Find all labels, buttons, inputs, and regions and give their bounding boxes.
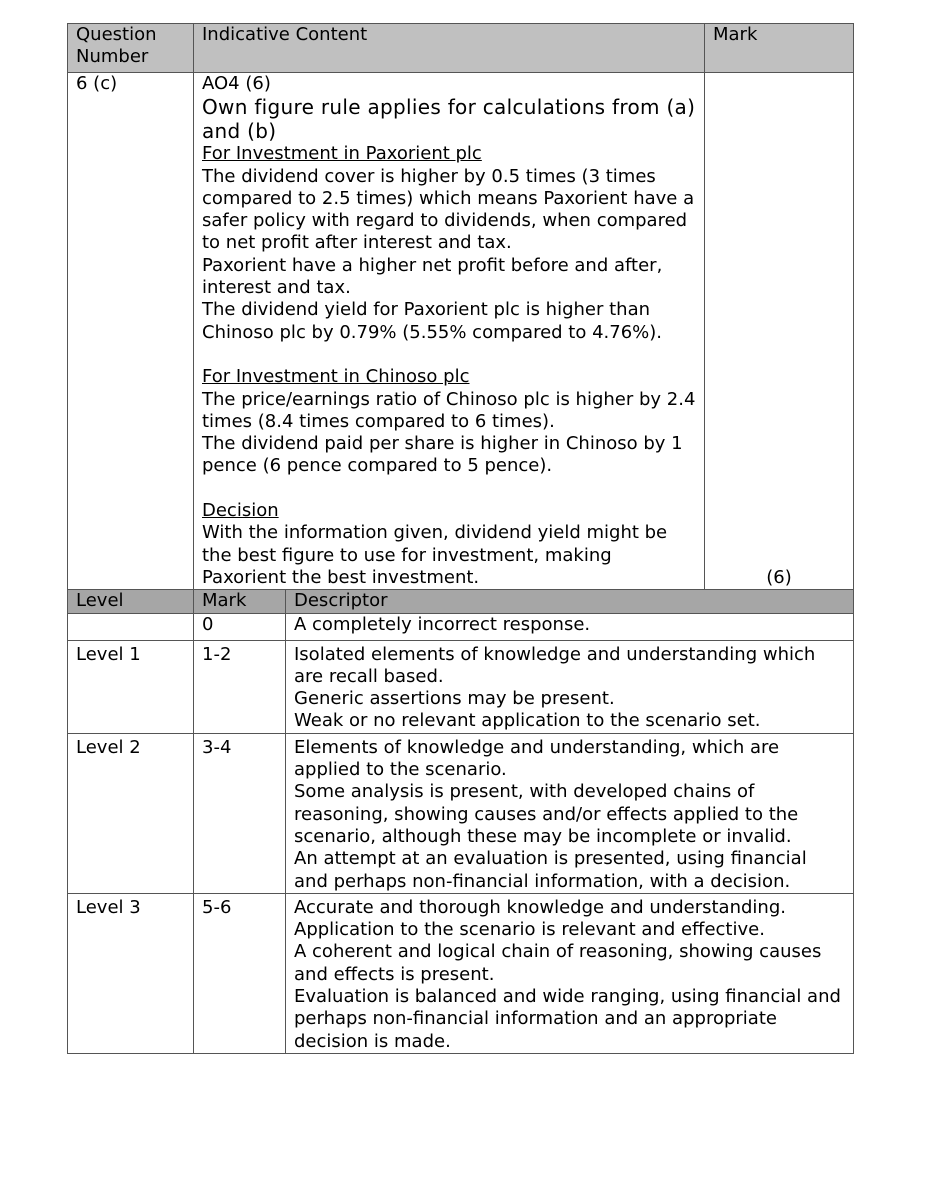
spacer [202,344,696,366]
descriptor-line: Elements of knowledge and understanding, which are applied to the scenario. [294,736,780,781]
own-figure-rule: Own figure rule applies for calculations from (a) and (b) [202,95,696,144]
descriptor-line: Weak or no relevant application to the scenario set. [294,710,761,732]
level-mark: 5-6 [194,893,286,1053]
level-row [68,893,854,1053]
mark-value: (6) [766,566,792,588]
header-level: Level [68,590,194,613]
chinoso-heading: For Investment in Chinoso plc [202,366,470,388]
question-table [67,23,854,590]
descriptor-line: An attempt at an evaluation is presented, using financial and perhaps non-financial information, with a decision. [294,848,807,892]
indicative-content [194,73,705,590]
paxorient-point: The dividend cover is higher by 0.5 times (3 times compared to 2.5 times) which means Paxorient have a safer policy with regard to dividends, when compared to net profit after interest and tax. [202,165,695,254]
level-descriptor [286,613,854,640]
paxorient-heading: For Investment in Paxorient plc [202,143,482,165]
level-row [68,613,854,640]
mark-cell [705,73,854,590]
descriptor-line: Generic assertions may be present. [294,688,615,710]
levels-table-header [68,590,854,613]
decision-text: With the information given, dividend yield might be the best figure to use for investment, making Paxorient the best investment. [202,522,668,588]
question-table-header [68,24,854,73]
chinoso-point: The price/earnings ratio of Chinoso plc is higher by 2.4 times (8.4 times compared to 6 times). [202,388,696,432]
question-number: 6 (c) [68,73,194,590]
level-label [68,613,194,640]
paxorient-point: The dividend yield for Paxorient plc is higher than Chinoso plc by 0.79% (5.55% compared to 4.76%). [202,299,663,343]
level-label: Level 3 [68,893,194,1053]
level-descriptor [286,893,854,1053]
question-row [68,73,854,590]
header-indicative-content: Indicative Content [194,24,705,73]
decision-heading: Decision [202,500,279,522]
level-descriptor [286,640,854,733]
header-mark: Mark [194,590,286,613]
header-descriptor: Descriptor [286,590,854,613]
level-descriptor [286,733,854,893]
descriptor-line: Isolated elements of knowledge and understanding which are recall based. [294,643,816,687]
descriptor-line: Some analysis is present, with developed chains of reasoning, showing causes and/or effects applied to the scenario, although these may be incomplete or invalid. [294,781,799,847]
header-mark: Mark [705,24,854,73]
descriptor-line: A completely incorrect response. [294,613,591,635]
level-mark: 3-4 [194,733,286,893]
chinoso-point: The dividend paid per share is higher in Chinoso by 1 pence (6 pence compared to 5 pence). [202,433,683,477]
level-row [68,640,854,733]
level-row [68,733,854,893]
descriptor-line: Application to the scenario is relevant and effective. [294,919,765,941]
assessment-objective: AO4 (6) [202,73,271,94]
descriptor-line: A coherent and logical chain of reasoning, showing causes and effects is present. [294,941,822,985]
level-label: Level 2 [68,733,194,893]
level-mark: 0 [194,613,286,640]
levels-table [67,589,854,1054]
level-mark: 1-2 [194,640,286,733]
descriptor-line: Evaluation is balanced and wide ranging, using financial and perhaps non-financial information and an appropriate decision is made. [294,985,841,1052]
descriptor-line: Accurate and thorough knowledge and understanding. [294,896,786,918]
mark-scheme-page [67,23,853,1054]
paxorient-point: Paxorient have a higher net profit before and after, interest and tax. [202,254,663,299]
header-question-number: Question Number [68,24,194,73]
level-label: Level 1 [68,640,194,733]
spacer [202,478,696,500]
